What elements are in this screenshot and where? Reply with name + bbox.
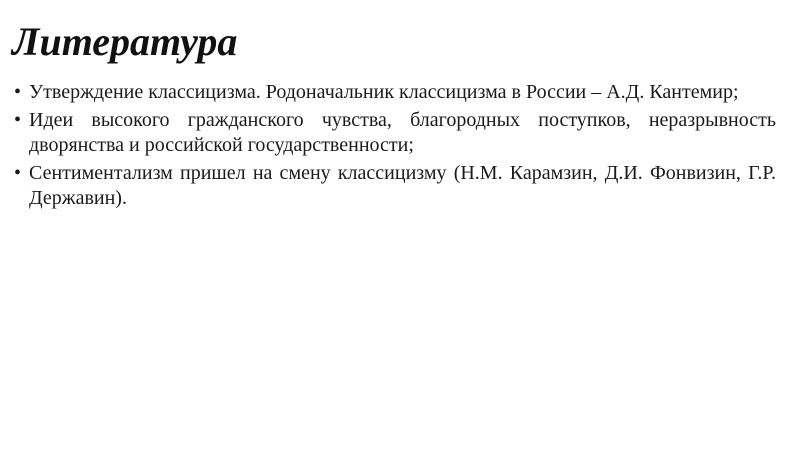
bullet-text: Идеи высокого гражданского чувства, благородных поступков, неразрывность дворянства и российской государственности; (29, 109, 776, 156)
bullet-list (14, 80, 776, 211)
bullet-text: Утверждение классицизма. Родоначальник классицизма в России – А.Д. Кантемир; (29, 81, 739, 103)
slide-content (14, 80, 776, 214)
bullet-item (14, 108, 776, 158)
bullet-icon: • (14, 162, 22, 184)
bullet-text: Сентиментализм пришел на смену классицизму (Н.М. Карамзин, Д.И. Фонвизин, Г.Р. Державин). (29, 162, 776, 209)
bullet-item (14, 161, 776, 211)
bullet-item (14, 80, 776, 105)
bullet-icon: • (14, 109, 22, 131)
bullet-icon: • (14, 81, 22, 103)
slide-title: Литература (12, 19, 238, 64)
